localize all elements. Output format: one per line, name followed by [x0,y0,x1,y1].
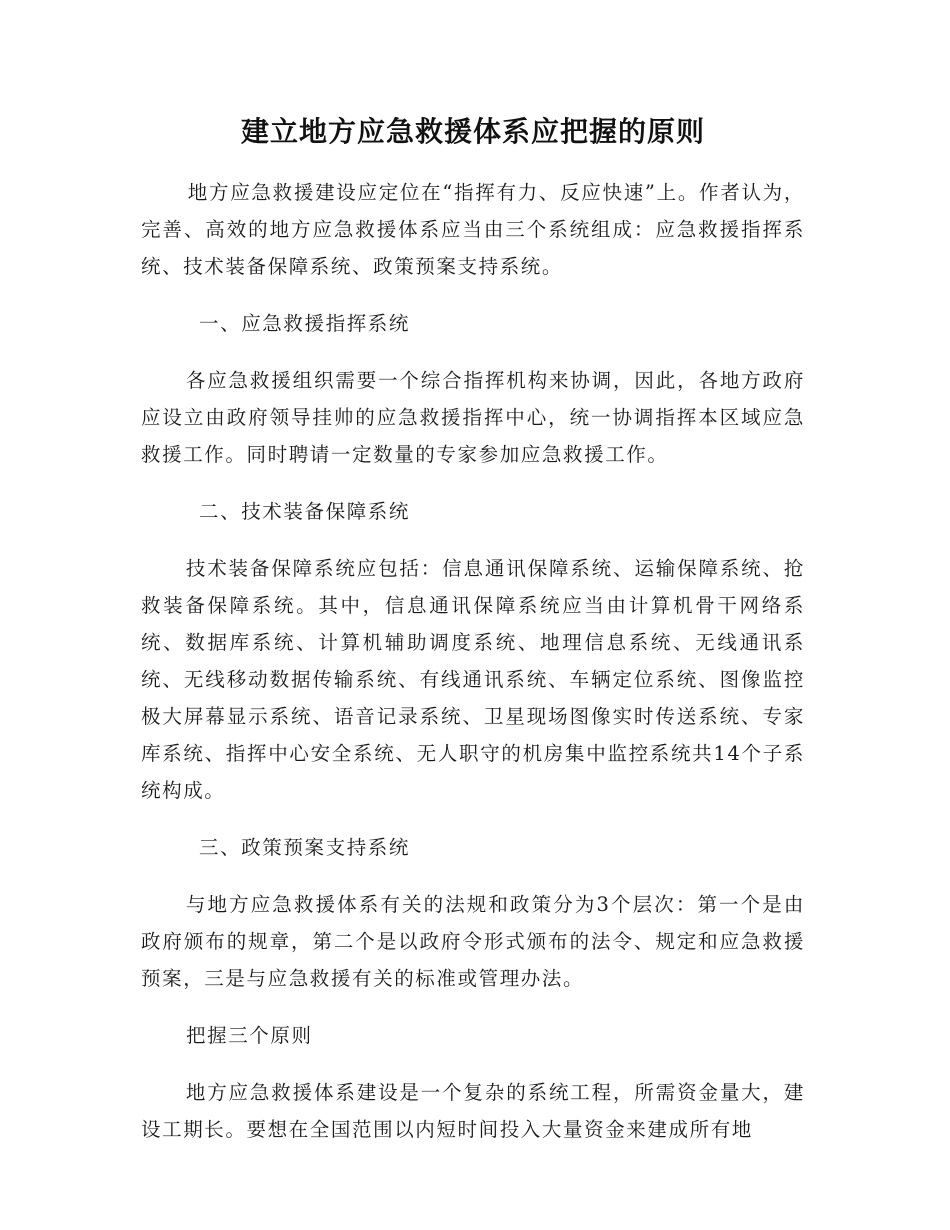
section-heading-command-system: 一、应急救援指挥系统 [199,312,411,335]
equipment-system-paragraph: 技术装备保障系统应包括：信息通讯保障系统、运输保障系统、抢救装备保障系统。其中，信息通讯保障系统应当由计算机骨干网络系统、数据库系统、计算机辅助调度系统、地理信息系统、无线通讯系统、无线移动数据传输系统、有线通讯系统、车辆定位系统、图像监控极大屏幕显示系统、语音记录系统、卫星现场图像实时传送系统、专家库系统、指挥中心安全系统、无人职守的机房集中监控系统共14个子系统构成。 [141,557,805,802]
intro-paragraph: 地方应急救援建设应定位在“指挥有力、反应快速”上。作者认为，完善、高效的地方应急救援体系应当由三个系统组成：应急救援指挥系统、技术装备保障系统、政策预案支持系统。 [141,181,805,278]
principles-paragraph: 地方应急救援体系建设是一个复杂的系统工程，所需资金量大，建设工期长。要想在全国范围以内短时间投入大量资金来建成所有地 [141,1081,805,1141]
document-title: 建立地方应急救援体系应把握的原则 [240,115,705,148]
policy-system-paragraph: 与地方应急救援体系有关的法规和政策分为3个层次：第一个是由政府颁布的规章，第二个是以政府令形式颁布的法令、规定和应急救援预案，三是与应急救援有关的标准或管理办法。 [141,893,805,990]
section-heading-policy-system: 三、政策预案支持系统 [199,836,411,859]
section-heading-three-principles: 把握三个原则 [186,1024,313,1047]
section-heading-equipment-system: 二、技术装备保障系统 [199,500,411,523]
document-page [141,108,805,1168]
command-system-paragraph: 各应急救援组织需要一个综合指挥机构来协调，因此，各地方政府应设立由政府领导挂帅的应急救援指挥中心，统一协调指挥本区域应急救援工作。同时聘请一定数量的专家参加应急救援工作。 [141,369,805,466]
